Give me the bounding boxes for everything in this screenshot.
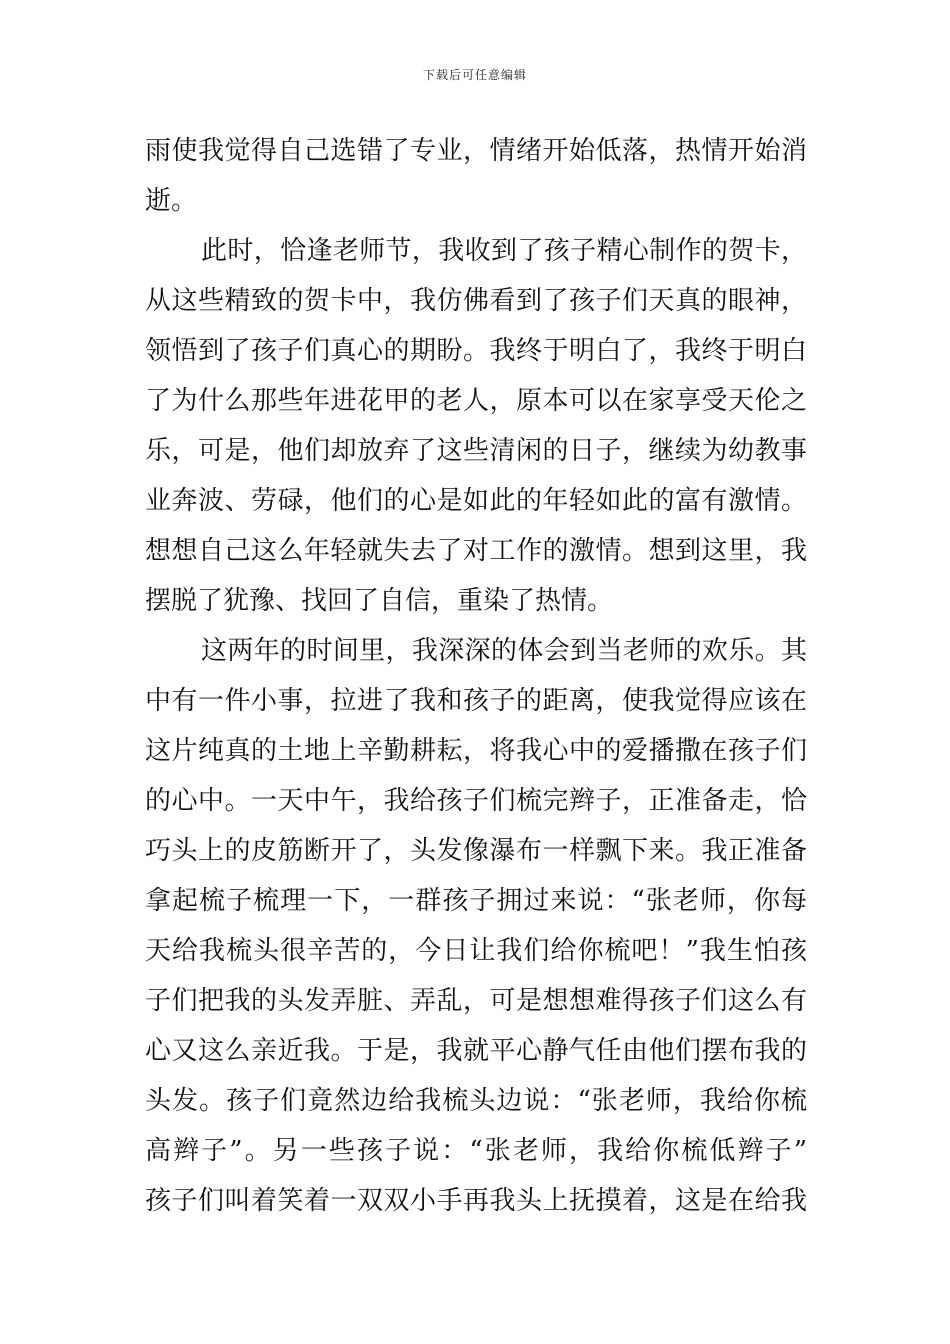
text-line: 子们把我的头发弄脏、弄乱，可是想想难得孩子们这么有	[145, 986, 807, 1016]
text-line: 拿起梳子梳理一下，一群孩子拥过来说：“张老师，你每	[145, 886, 807, 916]
text-line: 巧头上的皮筋断开了，头发像瀑布一样飘下来。我正准备	[145, 836, 807, 866]
text-line: 高辫子”。另一些孩子说：“张老师，我给你梳低辫子”	[145, 1136, 807, 1166]
text-line: 摆脱了犹豫、找回了自信，重染了热情。	[145, 586, 614, 616]
text-line: 这两年的时间里，我深深的体会到当老师的欢乐。其	[201, 636, 807, 666]
text-line: 天给我梳头很辛苦的，今日让我们给你梳吧！”我生怕孩	[145, 936, 807, 966]
text-line: 业奔波、劳碌，他们的心是如此的年轻如此的富有激情。	[145, 486, 807, 516]
text-line: 想想自己这么年轻就失去了对工作的激情。想到这里，我	[145, 536, 807, 566]
text-line: 这片纯真的土地上辛勤耕耘，将我心中的爱播撒在孩子们	[145, 736, 807, 766]
text-line: 乐，可是，他们却放弃了这些清闲的日子，继续为幼教事	[145, 436, 807, 466]
text-line: 领悟到了孩子们真心的期盼。我终于明白了，我终于明白	[145, 336, 807, 366]
text-line: 头发。孩子们竟然边给我梳头边说：“张老师，我给你梳	[145, 1086, 807, 1116]
text-line: 雨使我觉得自己选错了专业，情绪开始低落，热情开始消	[145, 136, 807, 166]
text-line: 的心中。一天中午，我给孩子们梳完辫子，正准备走，恰	[145, 786, 807, 816]
text-line: 此时，恰逢老师节，我收到了孩子精心制作的贺卡，	[201, 236, 807, 266]
document-body	[145, 126, 807, 1226]
text-line: 从这些精致的贺卡中，我仿佛看到了孩子们天真的眼神，	[145, 286, 807, 316]
text-line: 了为什么那些年进花甲的老人，原本可以在家享受天伦之	[145, 386, 807, 416]
text-line: 逝。	[145, 186, 198, 216]
text-line: 中有一件小事，拉进了我和孩子的距离，使我觉得应该在	[145, 686, 807, 716]
text-line: 孩子们叫着笑着一双双小手再我头上抚摸着，这是在给我	[145, 1186, 807, 1216]
text-line: 心又这么亲近我。于是，我就平心静气任由他们摆布我的	[145, 1036, 807, 1066]
page-header: 下载后可任意编辑	[422, 68, 527, 82]
